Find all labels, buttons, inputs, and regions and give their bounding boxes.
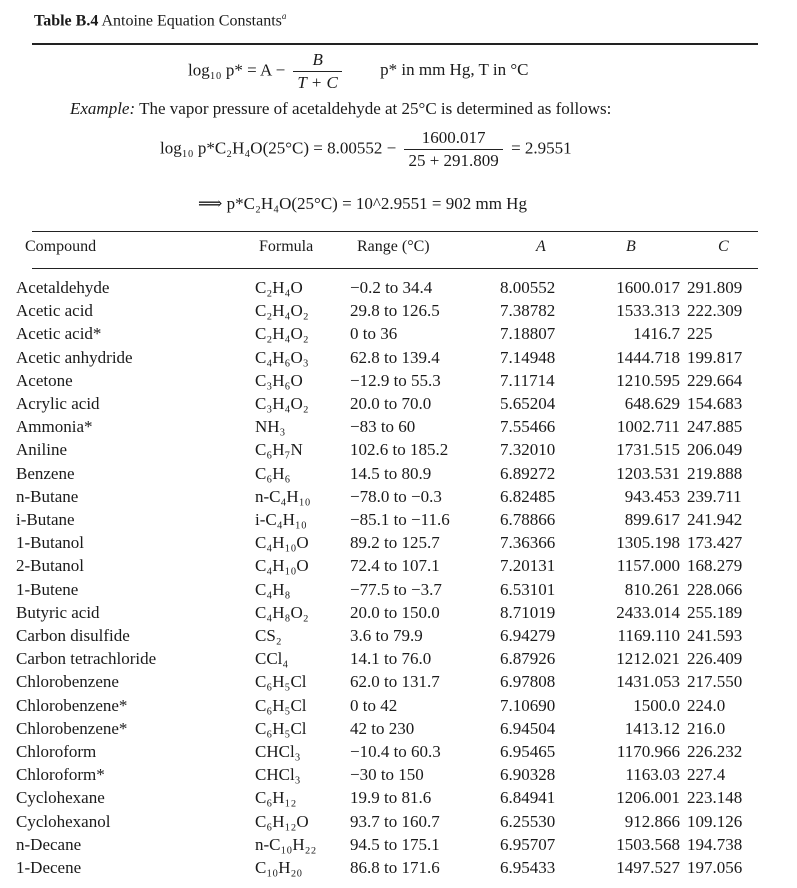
compound-cell: Butyric acid xyxy=(16,602,100,622)
b-value-cell: 810.261 xyxy=(624,579,680,599)
a-value-cell: 6.95433 xyxy=(500,858,556,877)
a-value-cell: 7.14948 xyxy=(500,347,556,367)
c-value-cell: 199.817 xyxy=(687,347,743,367)
compound-cell: Acetic anhydride xyxy=(16,347,133,367)
equation-fraction xyxy=(293,50,341,93)
a-value-cell: 6.53101 xyxy=(500,579,556,599)
compound-cell: 1-Butene xyxy=(16,579,79,599)
formula-cell: i-C₄H₁₀ xyxy=(255,510,307,529)
a-value-cell: 7.20131 xyxy=(500,556,556,576)
formula-cell: CCl₄ xyxy=(255,649,289,669)
a-value-cell: 7.32010 xyxy=(500,440,556,460)
formula-cell: C₁₀H₂₀ xyxy=(255,858,303,877)
formula-cell: C₄H₈ xyxy=(255,579,291,599)
footnote-mark: a xyxy=(281,11,287,21)
b-value-cell: 1203.531 xyxy=(616,463,680,483)
table-row xyxy=(0,440,797,463)
range-cell: 0 to 42 xyxy=(350,695,398,715)
b-value-cell: 648.629 xyxy=(624,394,680,413)
range-cell: 0 to 36 xyxy=(350,324,398,344)
b-value-cell: 899.617 xyxy=(624,510,680,529)
a-value-cell: 6.87926 xyxy=(500,649,556,669)
compound-cell: Chlorobenzene xyxy=(16,672,119,692)
formula-cell: C₄H₆O₃ xyxy=(255,347,309,367)
compound-cell: Acetic acid xyxy=(16,301,93,321)
c-value-cell: 206.049 xyxy=(687,440,743,460)
a-value-cell: 6.97808 xyxy=(500,672,556,692)
compound-cell: Chloroform xyxy=(16,742,97,761)
table-row xyxy=(0,580,797,603)
c-value-cell: 225 xyxy=(687,324,713,344)
formula-cell: C₂H₄O₂ xyxy=(255,301,309,321)
example-line-1 xyxy=(160,128,572,171)
c-value-cell: 197.056 xyxy=(687,858,743,877)
c-value-cell: 223.148 xyxy=(687,788,743,808)
a-value-cell: 6.84941 xyxy=(500,788,556,808)
antoine-equation xyxy=(188,50,528,93)
a-value-cell: 7.36366 xyxy=(500,533,556,553)
formula-cell: C₄H₁₀O xyxy=(255,556,309,576)
top-rule xyxy=(32,43,758,45)
b-value-cell: 1413.12 xyxy=(624,718,680,738)
equation-units: p* in mm Hg, T in °C xyxy=(380,60,529,80)
range-cell: 42 to 230 xyxy=(350,718,415,738)
example-numerator: 1600.017 xyxy=(404,128,502,150)
formula-cell: n-C₄H₁₀ xyxy=(255,486,311,506)
table-row xyxy=(0,719,797,742)
range-cell: 20.0 to 70.0 xyxy=(350,394,432,413)
table-row xyxy=(0,394,797,417)
table-row xyxy=(0,603,797,626)
range-cell: 86.8 to 171.6 xyxy=(350,858,440,877)
table-row xyxy=(0,858,797,881)
formula-cell: CS₂ xyxy=(255,626,282,645)
formula-cell: C₆H₇N xyxy=(255,440,303,460)
header-top-rule xyxy=(32,231,758,232)
c-value-cell: 194.738 xyxy=(687,834,743,854)
b-value-cell: 1210.595 xyxy=(616,370,680,390)
b-value-cell: 1206.001 xyxy=(616,788,680,808)
example-sentence xyxy=(70,99,611,119)
table-row xyxy=(0,417,797,440)
header-compound: Compound xyxy=(25,238,97,255)
c-value-cell: 173.427 xyxy=(687,533,743,553)
compound-cell: n-Decane xyxy=(16,834,82,854)
example-line1-lhs: log₁₀ p*C₂H₄O(25°C) = 8.00552 − xyxy=(160,138,397,158)
compound-cell: Acrylic acid xyxy=(16,394,100,413)
compound-cell: Acetaldehyde xyxy=(16,278,110,297)
table-row xyxy=(0,626,797,649)
c-value-cell: 216.0 xyxy=(687,718,726,738)
table-label: Table B.4 xyxy=(34,12,99,30)
example-fraction xyxy=(404,128,502,171)
compound-cell: 1-Butanol xyxy=(16,533,84,553)
b-value-cell: 1157.000 xyxy=(616,556,680,576)
equation-lhs: log₁₀ p* = A − xyxy=(188,60,286,80)
formula-cell: C₃H₄O₂ xyxy=(255,394,309,413)
example-text: The vapor pressure of acetaldehyde at 25°C is determined as follows: xyxy=(139,99,612,118)
b-value-cell: 1731.515 xyxy=(616,440,680,460)
range-cell: 3.6 to 79.9 xyxy=(350,626,423,645)
formula-cell: n-C₁₀H₂₂ xyxy=(255,834,317,854)
b-value-cell: 1444.718 xyxy=(616,347,680,367)
c-value-cell: 247.885 xyxy=(687,417,743,437)
example-denominator: 25 + 291.809 xyxy=(408,151,499,170)
a-value-cell: 6.94504 xyxy=(500,718,556,738)
formula-cell: C₃H₆O xyxy=(255,370,303,390)
compound-cell: 1-Decene xyxy=(16,858,82,877)
a-value-cell: 6.94279 xyxy=(500,626,556,645)
table-row xyxy=(0,301,797,324)
range-cell: −83 to 60 xyxy=(350,417,416,437)
compound-cell: Chlorobenzene* xyxy=(16,718,128,738)
header-b: B xyxy=(626,238,636,255)
c-value-cell: 224.0 xyxy=(687,695,726,715)
compound-cell: 2-Butanol xyxy=(16,556,84,576)
table-row xyxy=(0,464,797,487)
a-value-cell: 7.18807 xyxy=(500,324,556,344)
formula-cell: C₆H₅Cl xyxy=(255,695,307,715)
c-value-cell: 229.664 xyxy=(687,370,743,390)
c-value-cell: 228.066 xyxy=(687,579,743,599)
b-value-cell: 1600.017 xyxy=(616,278,680,297)
a-value-cell: 7.55466 xyxy=(500,417,556,437)
c-value-cell: 227.4 xyxy=(687,765,726,785)
table-title xyxy=(34,11,286,30)
a-value-cell: 6.95465 xyxy=(500,742,556,761)
table-row xyxy=(0,672,797,695)
range-cell: −78.0 to −0.3 xyxy=(350,486,442,506)
formula-cell: C₂H₄O₂ xyxy=(255,324,309,344)
range-cell: −30 to 150 xyxy=(350,765,424,785)
c-value-cell: 241.593 xyxy=(687,626,743,645)
range-cell: 20.0 to 150.0 xyxy=(350,602,440,622)
a-value-cell: 5.65204 xyxy=(500,394,556,413)
formula-cell: C₄H₈O₂ xyxy=(255,602,309,622)
formula-cell: C₆H₅Cl xyxy=(255,672,307,692)
a-value-cell: 8.71019 xyxy=(500,602,556,622)
c-value-cell: 217.550 xyxy=(687,672,743,692)
compound-cell: Acetone xyxy=(16,370,73,390)
compound-cell: Chlorobenzene* xyxy=(16,695,128,715)
header-c: C xyxy=(718,238,729,255)
c-value-cell: 154.683 xyxy=(687,394,743,413)
range-cell: 62.0 to 131.7 xyxy=(350,672,440,692)
table-row xyxy=(0,487,797,510)
c-value-cell: 219.888 xyxy=(687,463,743,483)
range-cell: −77.5 to −3.7 xyxy=(350,579,442,599)
example-line-2: ⟹ p*C₂H₄O(25°C) = 10^2.9551 = 902 mm Hg xyxy=(198,194,527,213)
range-cell: 62.8 to 139.4 xyxy=(350,347,440,367)
table-row xyxy=(0,533,797,556)
formula-cell: CHCl₃ xyxy=(255,765,301,785)
b-value-cell: 1497.527 xyxy=(616,858,680,877)
b-value-cell: 1500.0 xyxy=(633,695,680,715)
c-value-cell: 226.232 xyxy=(687,742,743,761)
compound-cell: Acetic acid* xyxy=(16,324,102,344)
table-row xyxy=(0,278,797,301)
range-cell: 94.5 to 175.1 xyxy=(350,834,440,854)
table-row xyxy=(0,324,797,347)
table-row xyxy=(0,348,797,371)
b-value-cell: 1002.711 xyxy=(616,417,680,437)
equation-numerator: B xyxy=(293,50,341,72)
compound-cell: Ammonia* xyxy=(16,417,93,437)
a-value-cell: 6.95707 xyxy=(500,834,556,854)
compound-cell: Aniline xyxy=(16,440,67,460)
table-row xyxy=(0,696,797,719)
c-value-cell: 241.942 xyxy=(687,510,743,529)
range-cell: 102.6 to 185.2 xyxy=(350,440,449,460)
formula-cell: C₆H₁₂O xyxy=(255,811,309,831)
compound-cell: n-Butane xyxy=(16,486,79,506)
b-value-cell: 1533.313 xyxy=(616,301,680,321)
table-row xyxy=(0,835,797,858)
table-row xyxy=(0,765,797,788)
table-row xyxy=(0,742,797,765)
header-a: A xyxy=(536,238,546,255)
range-cell: 72.4 to 107.1 xyxy=(350,556,440,576)
range-cell: 93.7 to 160.7 xyxy=(350,811,440,831)
table-row xyxy=(0,556,797,579)
table-row xyxy=(0,812,797,835)
a-value-cell: 7.10690 xyxy=(500,695,556,715)
c-value-cell: 255.189 xyxy=(687,602,743,622)
example-line1-result: = 2.9551 xyxy=(511,138,572,158)
a-value-cell: 8.00552 xyxy=(500,278,556,297)
b-value-cell: 1212.021 xyxy=(616,649,680,669)
equation-denominator: T + C xyxy=(297,73,338,92)
b-value-cell: 1431.053 xyxy=(616,672,680,692)
c-value-cell: 222.309 xyxy=(687,301,743,321)
compound-cell: Carbon tetrachloride xyxy=(16,649,157,669)
c-value-cell: 109.126 xyxy=(687,811,743,831)
example-label: Example: xyxy=(70,99,136,118)
header-range: Range (°C) xyxy=(357,238,430,255)
compound-cell: Carbon disulfide xyxy=(16,626,130,645)
compound-cell: Cyclohexane xyxy=(16,788,105,808)
table-title-text: Antoine Equation Constants xyxy=(101,12,282,30)
formula-cell: NH₃ xyxy=(255,417,286,437)
c-value-cell: 226.409 xyxy=(687,649,743,669)
range-cell: 14.1 to 76.0 xyxy=(350,649,432,669)
a-value-cell: 6.78866 xyxy=(500,510,556,529)
b-value-cell: 1305.198 xyxy=(616,533,680,553)
compound-cell: Benzene xyxy=(16,463,75,483)
b-value-cell: 1416.7 xyxy=(633,324,680,344)
c-value-cell: 168.279 xyxy=(687,556,743,576)
compound-cell: Chloroform* xyxy=(16,765,105,785)
header-formula: Formula xyxy=(259,238,314,255)
header-bottom-rule xyxy=(32,268,758,269)
range-cell: −10.4 to 60.3 xyxy=(350,742,441,761)
range-cell: −12.9 to 55.3 xyxy=(350,370,441,390)
table-row xyxy=(0,788,797,811)
a-value-cell: 7.38782 xyxy=(500,301,556,321)
b-value-cell: 1163.03 xyxy=(625,765,680,785)
b-value-cell: 1503.568 xyxy=(616,834,680,854)
range-cell: −0.2 to 34.4 xyxy=(350,278,433,297)
table-row xyxy=(0,510,797,533)
range-cell: −85.1 to −11.6 xyxy=(350,510,450,529)
b-value-cell: 2433.014 xyxy=(616,602,680,622)
c-value-cell: 291.809 xyxy=(687,278,743,297)
b-value-cell: 943.453 xyxy=(624,486,680,506)
table-row xyxy=(0,371,797,394)
a-value-cell: 6.25530 xyxy=(500,811,556,831)
formula-cell: C₄H₁₀O xyxy=(255,533,309,553)
a-value-cell: 6.82485 xyxy=(500,486,556,506)
c-value-cell: 239.711 xyxy=(687,486,742,506)
table-row xyxy=(0,649,797,672)
compound-cell: i-Butane xyxy=(16,510,75,529)
range-cell: 14.5 to 80.9 xyxy=(350,463,432,483)
a-value-cell: 6.89272 xyxy=(500,463,556,483)
compound-cell: Cyclohexanol xyxy=(16,811,111,831)
formula-cell: CHCl₃ xyxy=(255,742,301,761)
b-value-cell: 1170.966 xyxy=(616,742,680,761)
formula-cell: C₆H₅Cl xyxy=(255,718,307,738)
formula-cell: C₆H₁₂ xyxy=(255,788,297,808)
range-cell: 29.8 to 126.5 xyxy=(350,301,440,321)
b-value-cell: 912.866 xyxy=(624,811,680,831)
range-cell: 89.2 to 125.7 xyxy=(350,533,440,553)
range-cell: 19.9 to 81.6 xyxy=(350,788,432,808)
a-value-cell: 7.11714 xyxy=(500,370,555,390)
formula-cell: C₆H₆ xyxy=(255,463,291,483)
a-value-cell: 6.90328 xyxy=(500,765,556,785)
b-value-cell: 1169.110 xyxy=(617,626,680,645)
formula-cell: C₂H₄O xyxy=(255,278,303,297)
